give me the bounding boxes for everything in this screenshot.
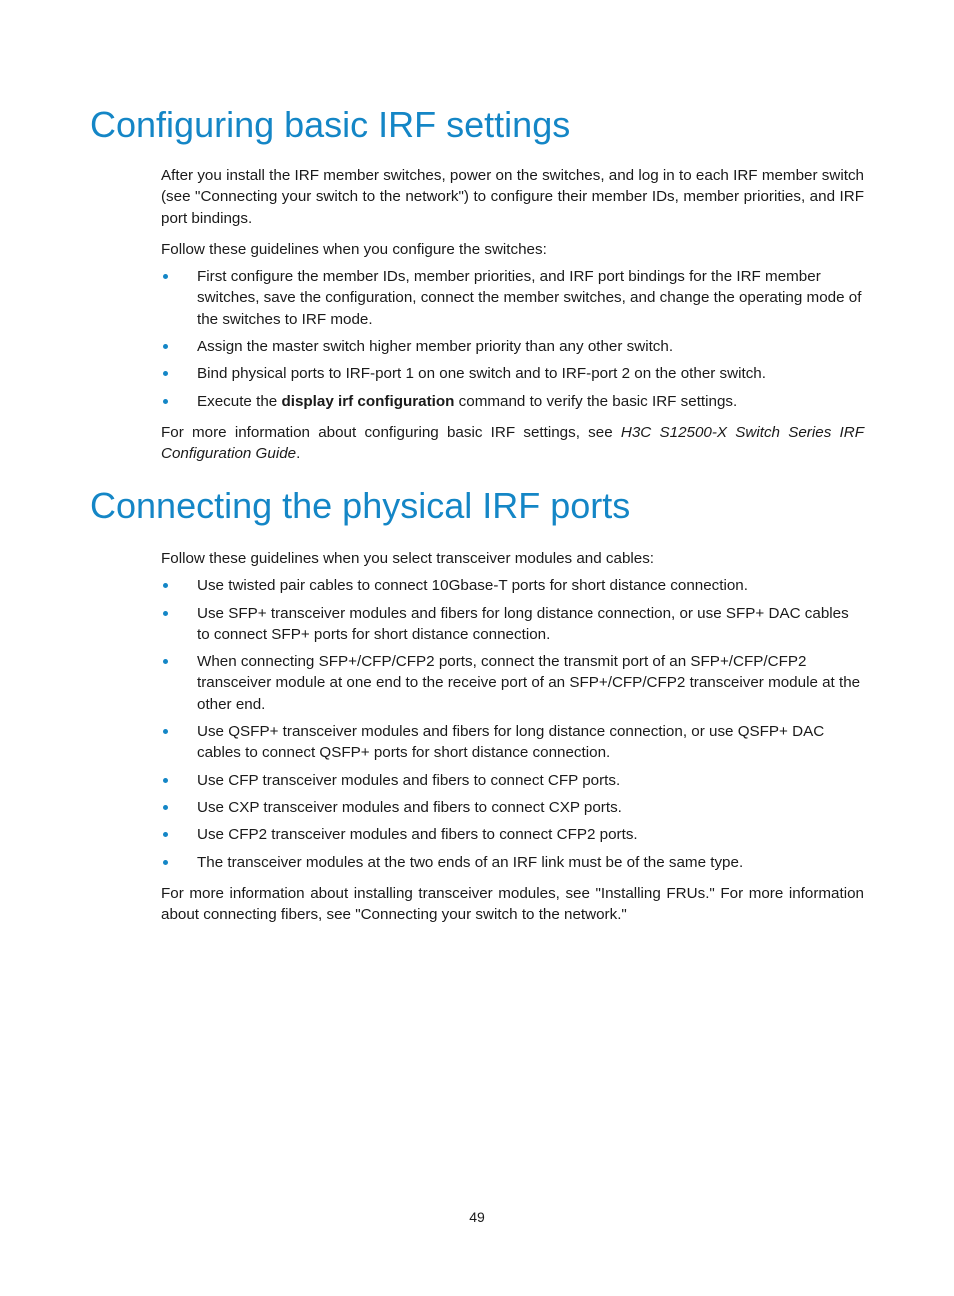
bullet-icon: [163, 860, 168, 865]
list-item-text: The transceiver modules at the two ends of an IRF link must be of the same type.: [197, 853, 744, 871]
list-item-text: Use QSFP+ transceiver modules and fibers for long distance connection, or use QSFP+ DAC cables to connect QSFP+ ports for short distance connection.: [197, 723, 825, 762]
list-item: [161, 363, 864, 384]
list-item: [161, 336, 864, 357]
list-item-text: When connecting SFP+/CFP/CFP2 ports, connect the transmit port of an SFP+/CFP/CFP2 transceiver module at one end to the receive port of an SFP+/CFP/CFP2 transceiver module at the other end.: [197, 653, 861, 713]
bullet-icon: [163, 344, 168, 349]
bullet-icon: [163, 583, 168, 588]
more-info-prefix: For more information about configuring basic IRF settings, see: [161, 423, 613, 441]
section-body-configuring-irf: [161, 165, 864, 465]
list-item-text: Use twisted pair cables to connect 10Gbase-T ports for short distance connection.: [197, 577, 748, 595]
intro-paragraph: After you install the IRF member switches, power on the switches, and log in to each IRF member switch (see "Connecting your switch to the network") to configure their member IDs, member priorities, and IRF port bindings.: [161, 167, 864, 227]
list-item: [161, 651, 864, 715]
list-item: [161, 824, 864, 845]
bullet-icon: [163, 805, 168, 810]
more-info-paragraph: For more information about installing transceiver modules, see "Installing FRUs." For more information about connecting fibers, see "Connecting your switch to the network.": [161, 884, 864, 924]
bullet-icon: [163, 611, 168, 616]
list-item-text: Use CFP2 transceiver modules and fibers to connect CFP2 ports.: [197, 826, 638, 844]
bullet-icon: [163, 274, 168, 279]
bullet-icon: [163, 659, 168, 664]
list-item-text: Use SFP+ transceiver modules and fibers for long distance connection, or use SFP+ DAC cables to connect SFP+ ports for short distance connection.: [197, 604, 849, 643]
list-item-text-suffix: command to verify the basic IRF settings.: [458, 392, 738, 410]
guidelines-lead: Follow these guidelines when you select transceiver modules and cables:: [161, 550, 655, 567]
list-item-text: Bind physical ports to IRF-port 1 on one switch and to IRF-port 2 on the other switch.: [197, 365, 766, 383]
command-name: display irf configuration: [281, 392, 455, 410]
list-item: [161, 266, 864, 330]
list-item-text: Use CXP transceiver modules and fibers to connect CXP ports.: [197, 798, 622, 816]
more-info-suffix: .: [296, 445, 301, 463]
bullet-icon: [163, 832, 168, 837]
section-body-connecting-ports: [161, 548, 864, 925]
bullet-icon: [163, 729, 168, 734]
guidelines-list: [161, 575, 864, 873]
bullet-icon: [163, 371, 168, 376]
guide-title: H3C S12500-X Switch Series IRF Configuration Guide: [161, 423, 864, 463]
section-title-configuring-irf: Configuring basic IRF settings: [90, 104, 571, 145]
list-item-text: Use CFP transceiver modules and fibers to connect CFP ports.: [197, 771, 621, 789]
list-item-text-prefix: Execute the: [197, 392, 278, 410]
list-item: [161, 721, 864, 764]
list-item-text: First configure the member IDs, member priorities, and IRF port bindings for the IRF member switches, save the configuration, connect the member switches, and change the operating mode of the switches to IRF mode.: [197, 268, 862, 328]
bullet-icon: [163, 778, 168, 783]
guidelines-list: [161, 266, 864, 412]
list-item: [161, 797, 864, 818]
guidelines-lead: Follow these guidelines when you configure the switches:: [161, 240, 547, 258]
section-title-connecting-ports: Connecting the physical IRF ports: [90, 485, 631, 526]
list-item: [161, 603, 864, 646]
list-item: [161, 770, 864, 791]
more-info-paragraph: [161, 422, 864, 465]
list-item: [161, 852, 864, 873]
list-item: [161, 391, 864, 412]
list-item-text: Assign the master switch higher member priority than any other switch.: [197, 338, 674, 356]
page-number: 49: [469, 1209, 485, 1225]
list-item: [161, 575, 864, 596]
bullet-icon: [163, 399, 168, 404]
